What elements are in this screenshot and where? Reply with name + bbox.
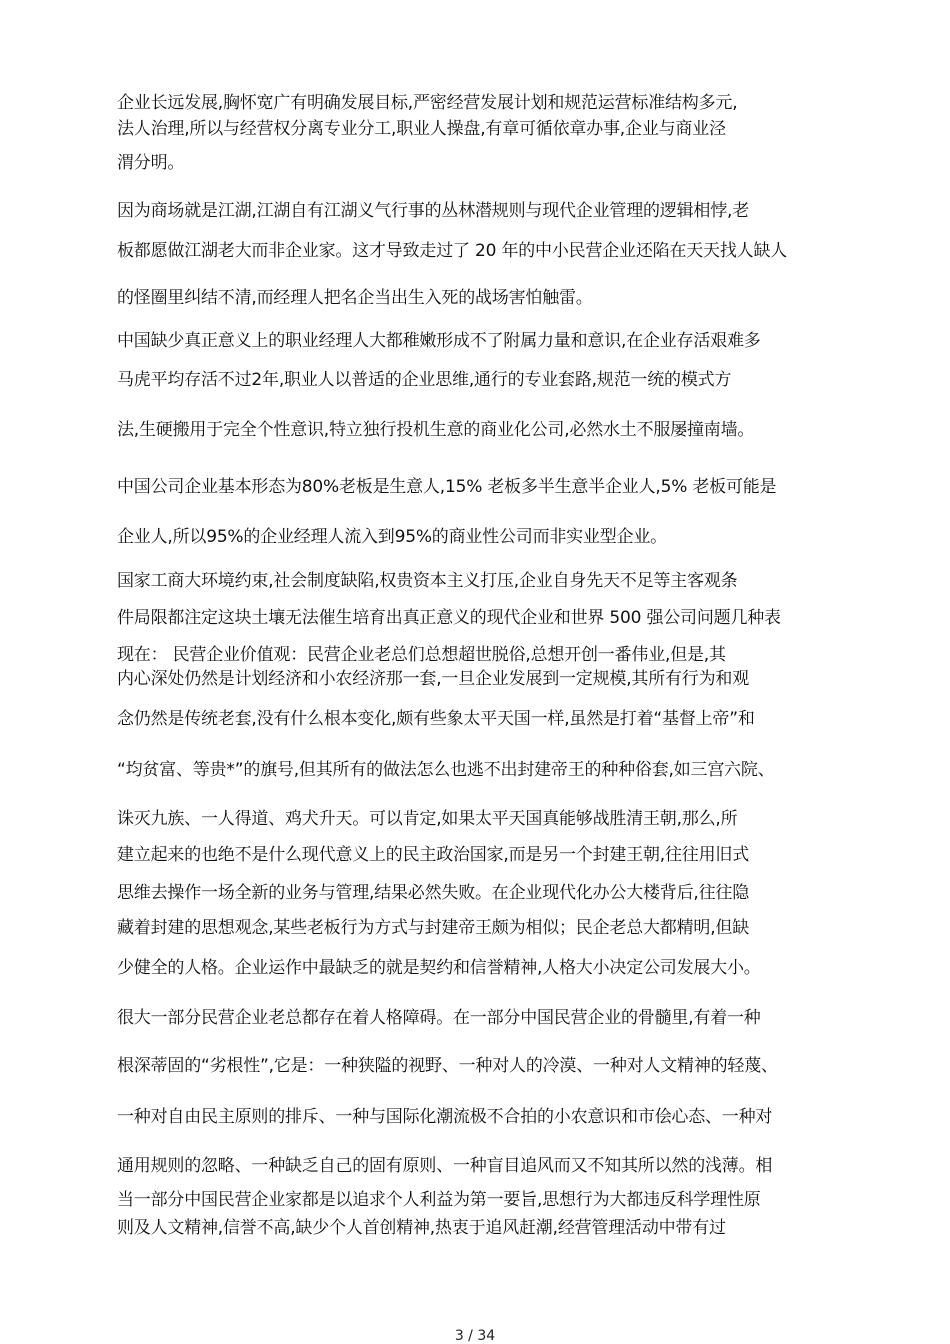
text-line: 通用规则的忽略、一种缺乏自己的固有原则、一种盲目追风而又不知其所以然的浅薄。相 (117, 1156, 773, 1176)
text-line: 的怪圈里纠结不清,而经理人把名企当出生入死的战场害怕触雷。 (117, 288, 593, 308)
text-line: 中国缺少真正意义上的职业经理人大都稚嫩形成不了附属力量和意识,在企业存活艰难多 (117, 331, 761, 351)
text-line: 国家工商大环境约束,社会制度缺陷,权贵资本主义打压,企业自身先天不足等主客观条 (117, 571, 738, 591)
text-line: 诛灭九族、一人得道、鸡犬升天。可以肯定,如果太平天国真能够战胜清王朝,那么,所 (117, 809, 738, 829)
text-line: 内心深处仍然是计划经济和小农经济那一套,一旦企业发展到一定规模,其所有行为和观 (117, 669, 750, 689)
text-line: 中国公司企业基本形态为80%老板是生意人,15% 老板多半生意半企业人,5% 老板可能是 (117, 477, 777, 497)
text-line: 件局限都注定这块土壤无法催生培育出真正意义的现代企业和世界 500 强公司问题几种表 (117, 608, 781, 628)
text-line: 法人治理,所以与经营权分离专业分工,职业人操盘,有章可循依章办事,企业与商业泾 (117, 119, 726, 139)
text-line: 念仍然是传统老套,没有什么根本变化,颇有些象太平天国一样,虽然是打着“基督上帝”和 (117, 709, 755, 729)
page-number: 3 / 34 (454, 1328, 496, 1344)
text-line: 马虎平均存活不过2年,职业人以普适的企业思维,通行的专业套路,规范一统的模式方 (117, 370, 732, 390)
text-line: 思维去操作一场全新的业务与管理,结果必然失败。在企业现代化办公大楼背后,往往隐 (117, 883, 750, 903)
text-line: 建立起来的也绝不是什么现代意义上的民主政治国家,而是另一个封建王朝,往往用旧式 (117, 845, 750, 865)
text-line: 很大一部分民营企业老总都存在着人格障碍。在一部分中国民营企业的骨髓里,有着一种 (117, 1008, 761, 1028)
text-line: 藏着封建的思想观念,某些老板行为方式与封建帝王颇为相似；民企老总大都精明,但缺 (117, 918, 750, 938)
text-line: 法,生硬搬用于完全个性意识,特立独行投机生意的商业化公司,必然水土不服屡撞南墙。 (117, 420, 755, 440)
text-line: 企业人,所以95%的企业经理人流入到95%的商业性公司而非实业型企业。 (117, 527, 667, 547)
text-line: “均贫富、等贵*”的旗号,但其所有的做法怎么也逃不出封建帝王的种种俗套,如三宫六院、 (117, 760, 775, 780)
text-line: 企业长远发展,胸怀宽广有明确发展目标,严密经营发展计划和规范运营标准结构多元, (117, 93, 738, 113)
text-line: 少健全的人格。企业运作中最缺乏的就是契约和信誉精神,人格大小决定公司发展大小。 (117, 958, 761, 978)
text-line: 当一部分中国民营企业家都是以追求个人利益为第一要旨,思想行为大都违反科学理性原 (117, 1190, 761, 1210)
text-line: 板都愿做江湖老大而非企业家。这才导致走过了 20 年的中小民营企业还陷在天天找人缺人 (117, 241, 788, 261)
text-line: 根深蒂固的“劣根性”,它是：一种狭隘的视野、一种对人的冷漠、一种对人文精神的轻蔑、 (117, 1056, 778, 1076)
text-line: 一种对自由民主原则的排斥、一种与国际化潮流极不合拍的小农意识和市侩心态、一种对 (117, 1107, 773, 1127)
text-line: 则及人文精神,信誉不高,缺少个人首创精神,热衷于追风赶潮,经营管理活动中带有过 (117, 1218, 726, 1238)
text-line: 因为商场就是江湖,江湖自有江湖义气行事的丛林潜规则与现代企业管理的逻辑相悖,老 (117, 201, 750, 221)
text-line: 渭分明。 (117, 153, 185, 173)
text-line: 现在： 民营企业价值观：民营企业老总们总想超世脱俗,总想开创一番伟业,但是,其 (117, 645, 726, 665)
